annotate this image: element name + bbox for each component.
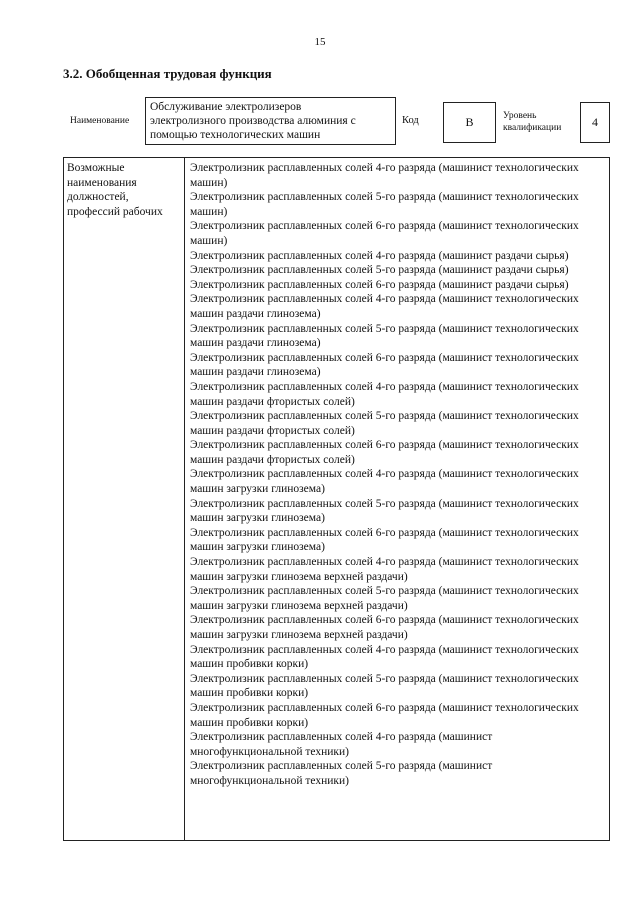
position-item: Электролизник расплавленных солей 5-го разряда (машинист технологических машин раздачи глинозема): [190, 322, 579, 350]
code-value-box: [443, 102, 496, 143]
position-item: Электролизник расплавленных солей 4-го разряда (машинист технологических машин загрузки глинозема): [190, 468, 579, 496]
code-label: Код: [402, 115, 419, 126]
level-value: 4: [592, 115, 598, 129]
position-item: Электролизник расплавленных солей 5-го разряда (машинист многофункциональной техники): [190, 760, 493, 787]
position-item: Электролизник расплавленных солей 6-го разряда (машинист технологических машин раздачи фтористых солей): [190, 439, 579, 466]
level-value-box: [580, 102, 610, 143]
position-item: Электролизник расплавленных солей 6-го разряда (машинист технологических машин загрузки глинозема верхней раздачи): [190, 614, 579, 641]
position-item: Электролизник расплавленных солей 5-го разряда (машинист технологических машин загрузки глинозема верхней раздачи): [190, 585, 579, 612]
page-number: 15: [314, 36, 326, 48]
level-label: Уровень квалификации: [503, 111, 562, 133]
position-item: Электролизник расплавленных солей 6-го разряда (машинист технологических машин раздачи глинозема): [190, 351, 579, 379]
position-item: Электролизник расплавленных солей 5-го разряда (машинист технологических машин): [190, 191, 579, 218]
position-item: Электролизник расплавленных солей 4-го разряда (машинист многофункциональной техники): [190, 731, 493, 758]
position-item: Электролизник расплавленных солей 4-го разряда (машинист технологических машин раздачи фтористых солей): [190, 380, 579, 408]
position-item: Электролизник расплавленных солей 6-го разряда (машинист технологических машин пробивки корки): [190, 701, 579, 729]
position-item: Электролизник расплавленных солей 4-го разряда (машинист технологических машин раздачи глинозема): [190, 293, 579, 320]
position-item: Электролизник расплавленных солей 6-го разряда (машинист технологических машин загрузки глинозема): [190, 526, 579, 554]
name-label: Наименование: [70, 116, 130, 126]
section-title: 3.2. Обобщенная трудовая функция: [63, 66, 272, 81]
positions-table-label: Возможные наименования должностей, профессий рабочих: [64, 158, 185, 840]
position-item: Электролизник расплавленных солей 6-го разряда (машинист технологических машин): [190, 220, 579, 247]
position-item: Электролизник расплавленных солей 4-го разряда (машинист технологических машин): [190, 162, 579, 189]
code-value: B: [465, 115, 474, 129]
name-value-box: Обслуживание электролизеров электролизного производства алюминия с помощью технологических машин: [145, 97, 396, 145]
position-item: Электролизник расплавленных солей 5-го разряда (машинист технологических машин раздачи фтористых солей): [190, 410, 579, 437]
position-item: Электролизник расплавленных солей 5-го разряда (машинист технологических машин загрузки глинозема): [190, 497, 579, 525]
position-item: Электролизник расплавленных солей 6-го разряда (машинист раздачи сырья): [190, 278, 569, 291]
position-item: Электролизник расплавленных солей 5-го разряда (машинист технологических машин пробивки корки): [190, 672, 579, 700]
positions-list: [185, 158, 609, 840]
position-item: Электролизник расплавленных солей 5-го разряда (машинист раздачи сырья): [190, 264, 569, 277]
position-item: Электролизник расплавленных солей 4-го разряда (машинист технологических машин загрузки глинозема верхней раздачи): [190, 556, 579, 583]
positions-table: [63, 157, 610, 841]
position-item: Электролизник расплавленных солей 4-го разряда (машинист раздачи сырья): [190, 249, 569, 262]
position-item: Электролизник расплавленных солей 4-го разряда (машинист технологических машин пробивки корки): [190, 643, 579, 671]
